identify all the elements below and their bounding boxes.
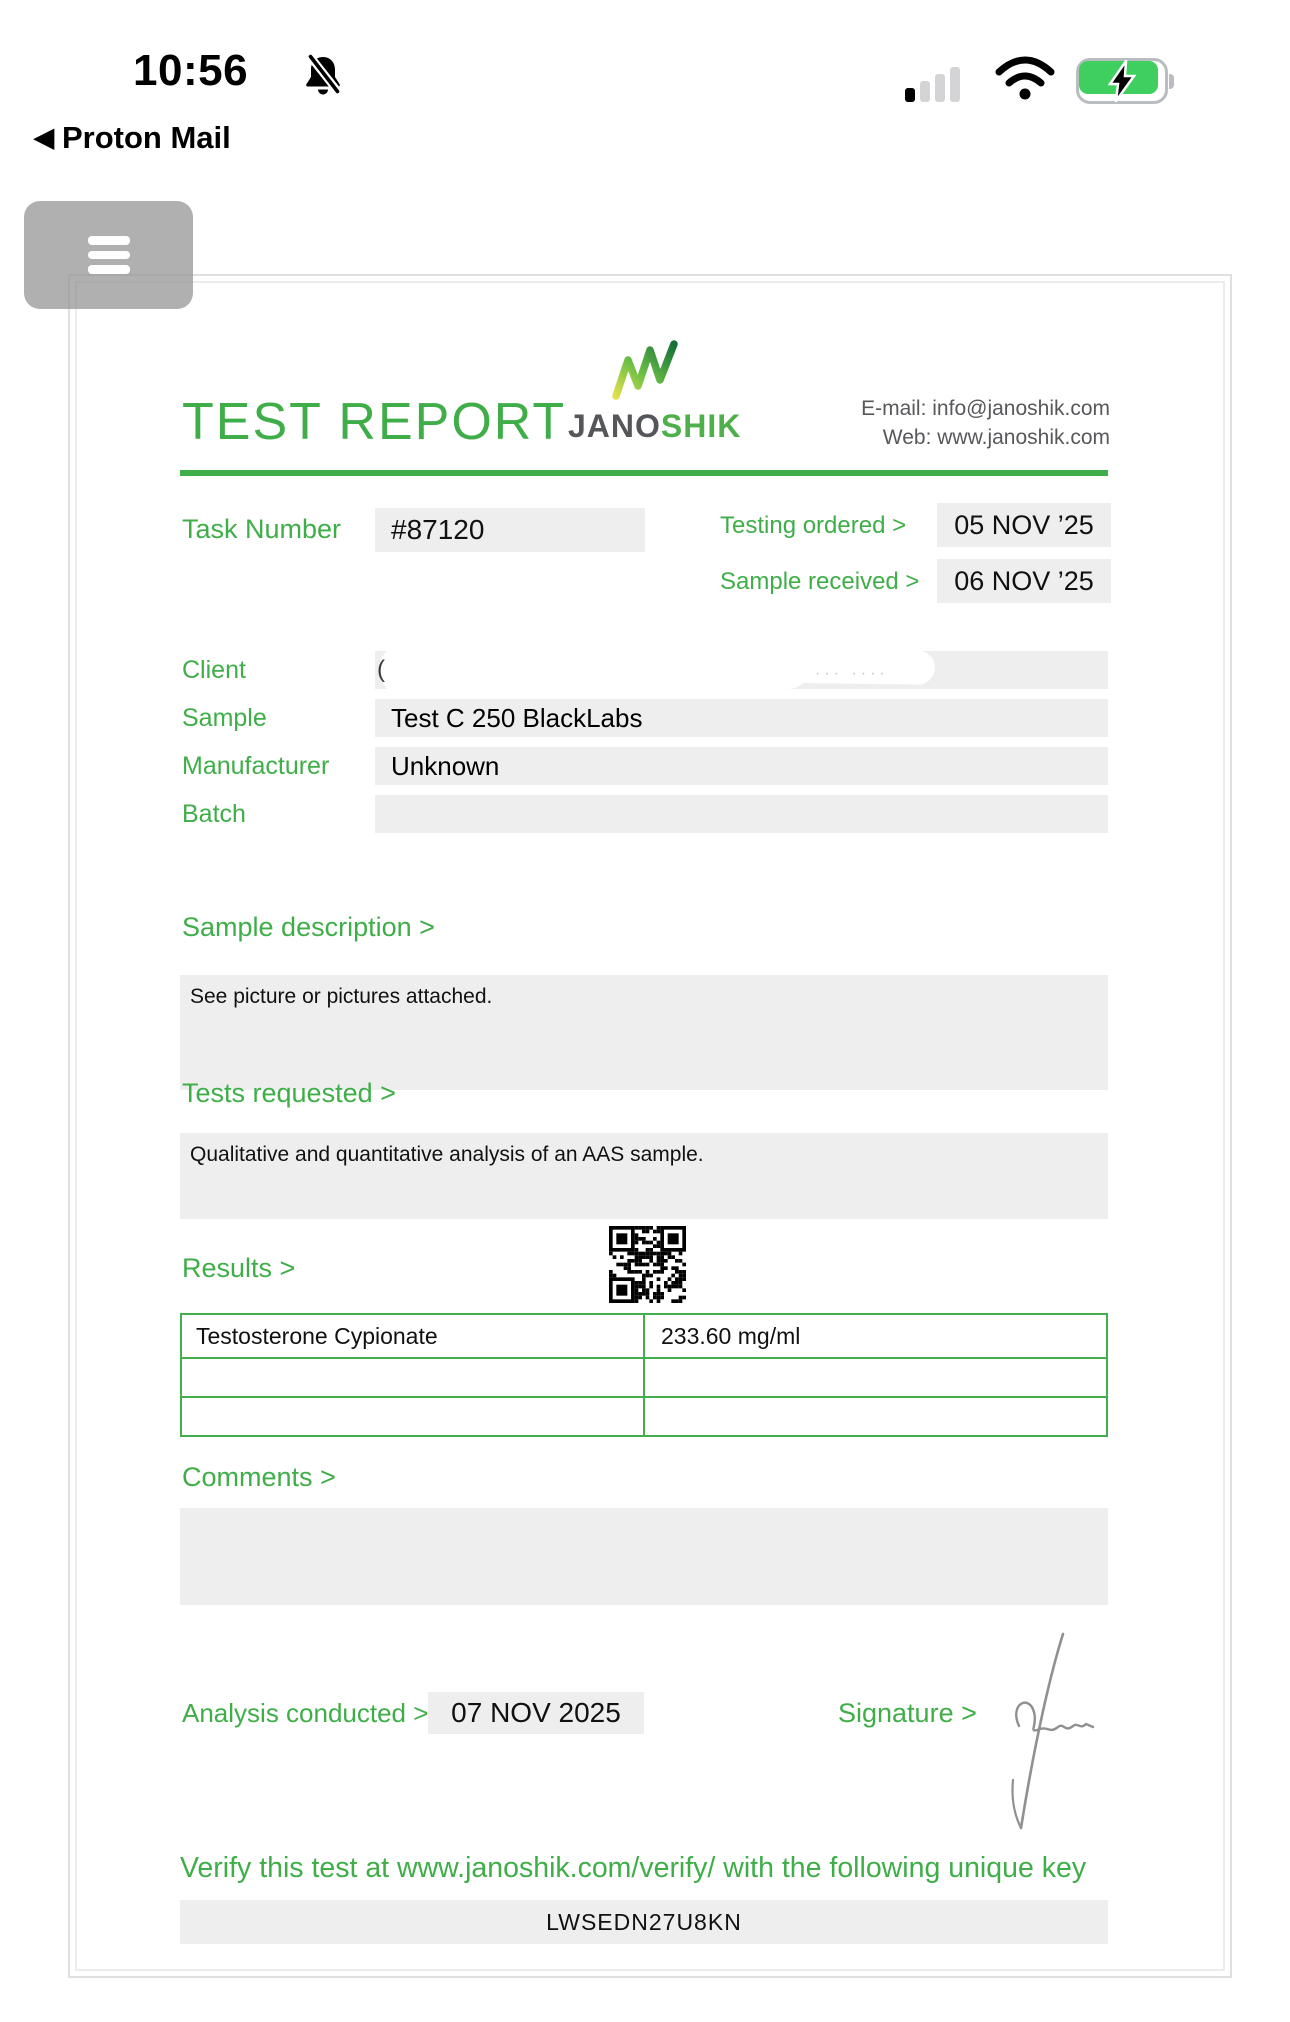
status-time: 10:56 bbox=[133, 46, 249, 95]
redaction-mark: ( bbox=[377, 656, 385, 683]
contact-block bbox=[0, 394, 1110, 452]
header-divider bbox=[180, 470, 1108, 476]
results-table-row bbox=[182, 1357, 1106, 1396]
contact-web: Web: www.janoshik.com bbox=[882, 426, 1110, 449]
sample-received-value: 06 NOV ’25 bbox=[937, 559, 1111, 603]
analysis-date-value: 07 NOV 2025 bbox=[428, 1692, 644, 1734]
battery-charging-icon bbox=[1076, 58, 1182, 104]
result-substance bbox=[182, 1398, 645, 1435]
manufacturer-label: Manufacturer bbox=[182, 752, 330, 780]
result-substance: Testosterone Cypionate bbox=[182, 1315, 645, 1357]
battery-nub bbox=[1169, 74, 1174, 89]
results-table-row bbox=[182, 1396, 1106, 1435]
redaction-dots: ··· ···· bbox=[815, 665, 889, 682]
analysis-conducted-label: Analysis conducted > bbox=[182, 1698, 429, 1728]
signature-label: Signature > bbox=[838, 1698, 977, 1728]
results-table-row bbox=[182, 1315, 1106, 1357]
report-title: TEST REPORT bbox=[182, 393, 567, 451]
back-app-label: Proton Mail bbox=[62, 120, 231, 155]
back-to-app-button[interactable] bbox=[34, 120, 231, 156]
cellular-signal-icon bbox=[905, 62, 971, 102]
sample-label: Sample bbox=[182, 704, 267, 732]
batch-label: Batch bbox=[182, 800, 246, 828]
menu-button[interactable] bbox=[24, 201, 193, 309]
tests-requested-box: Qualitative and quantitative analysis of an AAS sample. bbox=[180, 1133, 1108, 1219]
comments-box bbox=[180, 1508, 1108, 1605]
wordmark-secondary: SHIK bbox=[660, 408, 742, 444]
sample-received-label: Sample received > bbox=[720, 568, 920, 595]
results-table bbox=[180, 1313, 1108, 1437]
qr-code bbox=[609, 1226, 686, 1303]
manufacturer-value: Unknown bbox=[375, 747, 1108, 785]
results-heading: Results > bbox=[182, 1253, 296, 1283]
comments-heading: Comments > bbox=[182, 1462, 336, 1492]
contact-email: E-mail: info@janoshik.com bbox=[861, 397, 1110, 420]
result-value bbox=[645, 1398, 1106, 1435]
sample-description-heading: Sample description > bbox=[182, 912, 435, 942]
back-chevron-icon: ◀ bbox=[34, 122, 54, 152]
result-value: 233.60 mg/ml bbox=[661, 1323, 801, 1349]
charging-bolt-icon bbox=[1102, 60, 1142, 102]
wordmark-primary: JANO bbox=[568, 408, 661, 444]
verify-instruction: Verify this test at www.janoshik.com/verify/ with the following unique key bbox=[180, 1852, 1087, 1884]
janoshik-logo-icon bbox=[610, 338, 682, 402]
client-value bbox=[375, 651, 1108, 689]
hamburger-menu-icon bbox=[88, 236, 130, 245]
client-label: Client bbox=[182, 656, 246, 684]
redaction-smudge bbox=[675, 647, 935, 685]
testing-ordered-label: Testing ordered > bbox=[720, 512, 907, 539]
result-value bbox=[645, 1359, 1106, 1396]
sample-description-box: See picture or pictures attached. bbox=[180, 975, 1108, 1090]
testing-ordered-value: 05 NOV ’25 bbox=[937, 503, 1111, 547]
tests-requested-heading: Tests requested > bbox=[182, 1078, 396, 1108]
unique-key-value: LWSEDN27U8KN bbox=[180, 1900, 1108, 1944]
bell-slash-icon bbox=[300, 52, 346, 98]
batch-value bbox=[375, 795, 1108, 833]
task-number-value: #87120 bbox=[375, 508, 645, 552]
wifi-icon bbox=[993, 56, 1057, 102]
result-substance bbox=[182, 1359, 645, 1396]
task-number-label: Task Number bbox=[182, 514, 342, 544]
handwritten-signature bbox=[985, 1630, 1100, 1835]
sample-value: Test C 250 BlackLabs bbox=[375, 699, 1108, 737]
